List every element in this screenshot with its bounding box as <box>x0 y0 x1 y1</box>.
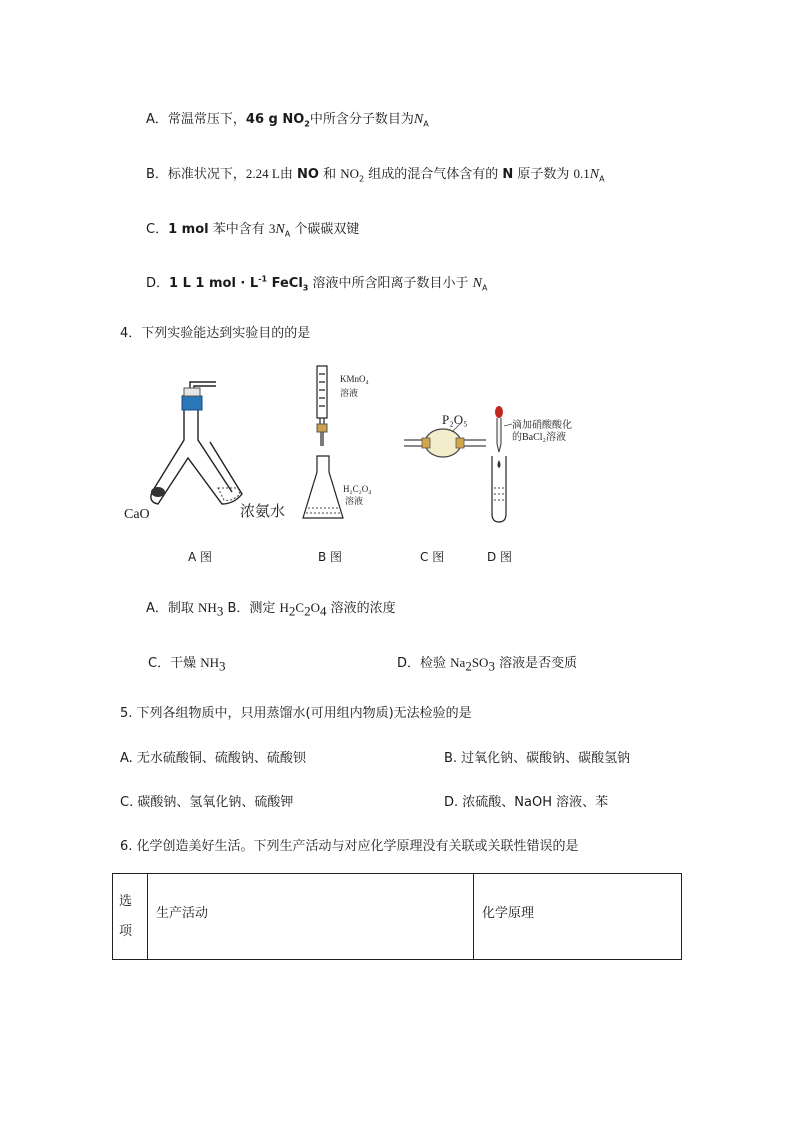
table-header-activity: 生产活动 <box>148 874 474 960</box>
q6-table <box>112 873 682 960</box>
figure-d-tube-liquid <box>494 488 504 500</box>
figure-b-flask-liquid <box>306 508 340 513</box>
figure-d-label-line1: 滴加硝酸酸化 <box>512 420 572 431</box>
figure-b-buret <box>317 366 327 446</box>
q4-option-d: D．检验 $Na_2SO_3$ 溶液是否变质 <box>397 655 578 674</box>
figure-d-dropper <box>497 418 501 452</box>
figure-a-stopper-cap <box>184 388 200 396</box>
table-header-principle: 化学原理 <box>474 874 682 960</box>
q5-option-c: C. 碳酸钠、氢氧化钠、硫酸钾 <box>120 795 294 810</box>
table-row <box>113 874 682 960</box>
q3-option-d: D．1 L 1 mol · $L^{-1}$ FeCl$_3$ 溶液中所含阳离子数目小于 $N_A$ <box>146 274 488 293</box>
figure-d-leader <box>504 424 512 426</box>
q4-title: 4．下列实验能达到实验目的的是 <box>120 326 311 341</box>
q5-option-b: B. 过氧化钠、碳酸钠、碳酸氢钠 <box>444 751 631 766</box>
figure-d-label-line2: 的BaCl₂溶液 <box>512 432 567 443</box>
figure-caption-c: C 图 <box>420 550 445 564</box>
figure-caption-d: D 图 <box>487 550 513 564</box>
figure-c-stopper-left <box>422 438 430 448</box>
table-header-option: 选 项 <box>113 874 148 960</box>
figure-caption-b: B 图 <box>318 550 343 564</box>
q5-option-a: A. 无水硫酸铜、硫酸钠、硫酸钡 <box>120 751 306 766</box>
figure-a-cao-solid <box>151 487 165 497</box>
figure-d-dropper-bulb <box>495 406 503 418</box>
q6-title: 6. 化学创造美好生活。下列生产活动与对应化学原理没有关联或关联性错误的是 <box>120 839 579 854</box>
q5-option-d: D. 浓硫酸、NaOH 溶液、苯 <box>444 795 609 810</box>
q4-apparatus-figure <box>0 360 794 560</box>
figure-c-stopper-right <box>456 438 464 448</box>
figure-b-label-kmno4: KMnO₄ <box>340 374 369 384</box>
q5-title: 5. 下列各组物质中，只用蒸馏水(可用组内物质)无法检验的是 <box>120 706 472 721</box>
q4-option-ab: A．制取 $NH_3$ B．测定 $H_2C_2O_4$ 溶液的浓度 <box>146 600 396 619</box>
figure-b-stopcock <box>317 424 327 432</box>
figure-a-label-ammonia: 浓氨水 <box>240 504 286 520</box>
figure-d-drop <box>498 460 501 468</box>
q3-option-b: B．标准状况下，2.24 L由 NO 和 $NO_2$ 组成的混合气体含有的 N 原子数为 $0.1N_A$ <box>146 166 605 184</box>
q3-option-a: A．常温常压下，46 g $NO_2$中所含分子数目为$N_A$ <box>146 112 429 129</box>
figure-c-label-p2o5: P₂O₅ <box>442 412 468 427</box>
figure-b-label-solution2: 溶液 <box>345 496 364 506</box>
figure-a-stopper <box>182 396 202 410</box>
q4-option-c: C．干燥 $NH_3$ <box>148 655 226 674</box>
figure-b-label-solution1: 溶液 <box>340 388 359 398</box>
figure-b-flask <box>303 456 343 518</box>
figure-b-label-h2c2o4: H₂C₂O₄ <box>343 484 372 494</box>
figure-caption-a: A 图 <box>188 550 213 564</box>
q3-option-c: C．1 mol 苯中含有 $3N_A$ 个碳碳双键 <box>146 221 360 239</box>
figure-a-label-cao: CaO <box>124 507 150 522</box>
